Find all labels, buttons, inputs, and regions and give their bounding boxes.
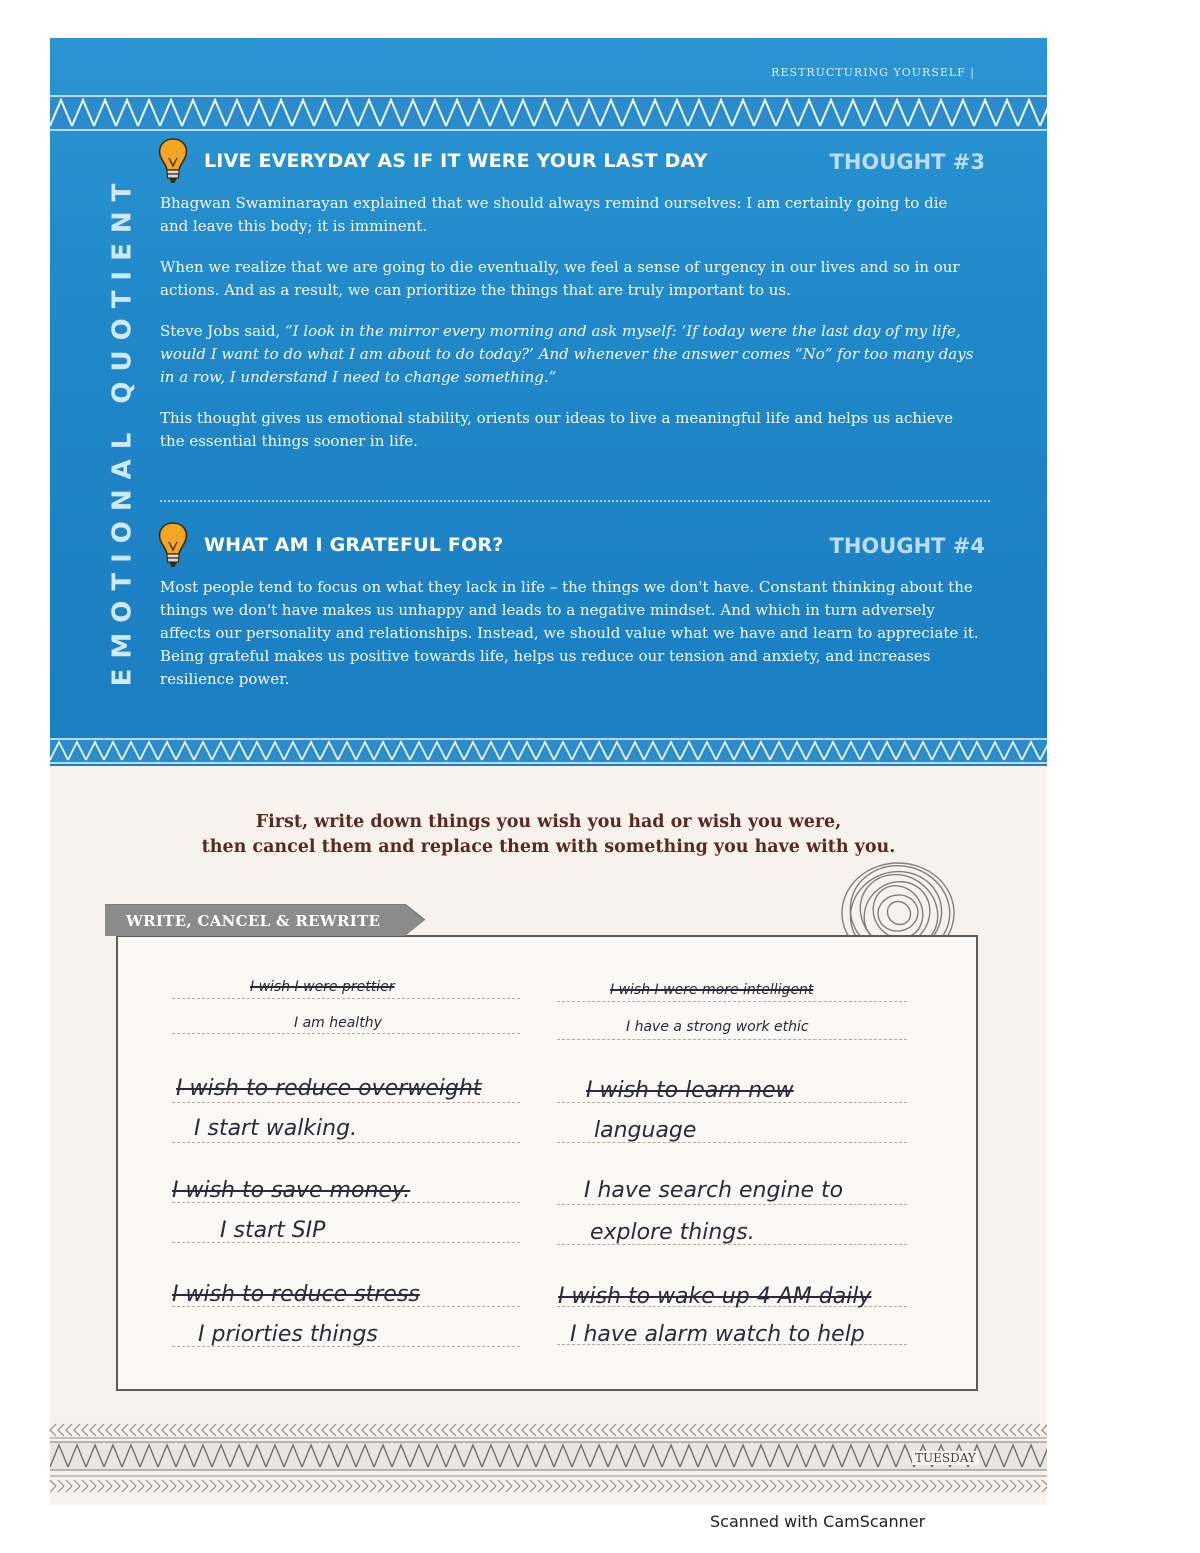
writing-line — [172, 1142, 520, 1143]
entry-rewrite-3: I start walking. — [194, 1116, 358, 1141]
emotional-quotient-panel — [50, 38, 1047, 766]
entry-rewrite-4-cont: explore things. — [590, 1220, 755, 1245]
entry-wish-4: I wish to learn new — [586, 1078, 794, 1103]
lightbulb-icon — [156, 136, 190, 186]
writing-line — [172, 1033, 520, 1034]
thought-4-paragraph-1: Most people tend to focus on what they lack in life – the things we don't have. Constant thinking about the things we don't have makes us unhappy and leads to a negative mindset. And which in turn adversely affects our personality and relationships. Instead, we should value what we have and learn to appreciate it. Being grateful makes us positive towards life, helps us reduce our tension and anxiety, and increases resilience power. — [160, 578, 979, 688]
thought-3-number: THOUGHT #3 — [829, 150, 985, 174]
entry-rewrite-7: I have alarm watch to help — [570, 1322, 865, 1347]
writing-line — [172, 998, 520, 999]
entry-wish-5: I wish to save money. — [172, 1178, 411, 1203]
entry-rewrite-1: I am healthy — [294, 1015, 382, 1031]
quote-lead: Steve Jobs said, — [160, 322, 285, 340]
thought-3-paragraph-3 — [160, 320, 980, 389]
thought-3-paragraph-2: When we realize that we are going to die eventually, we feel a sense of urgency in our lives and so in our actions. And as a result, we can prioritize the things that are truly important to us. — [160, 258, 960, 299]
entry-wish-3: I wish to reduce overweight — [176, 1076, 482, 1101]
entry-rewrite-5: I start SIP — [220, 1218, 326, 1243]
section-divider — [160, 500, 990, 502]
entry-wish-4-cont: language — [594, 1118, 697, 1143]
steve-jobs-quote: “I look in the mirror every morning and ask myself: ‘If today were the last day of my life, would I want to do what I am about to do today?’ And whenever the answer comes “No” for too many days in a row, I understand I need to change something.” — [160, 322, 974, 386]
thought-4-title: WHAT AM I GRATEFUL FOR? — [204, 534, 504, 556]
entry-wish-1: I wish I were prettier — [250, 979, 395, 995]
folio-label: TUESDAY — [912, 1451, 979, 1465]
workbook-page — [50, 38, 1047, 1505]
side-label-text: EMOTIONAL QUOTIENT — [107, 173, 138, 687]
entry-rewrite-4: I have search engine to — [584, 1178, 844, 1203]
thought-4-number: THOUGHT #4 — [829, 534, 985, 558]
lightbulb-icon — [156, 520, 190, 570]
entry-wish-7: I wish to wake up 4 AM daily — [558, 1284, 872, 1309]
running-head: RESTRUCTURING YOURSELF | — [771, 66, 975, 79]
entry-wish-2: I wish I were more intelligent — [610, 982, 814, 998]
tribal-border-top — [50, 90, 1047, 134]
thought-3-section — [160, 136, 985, 471]
banner-label: WRITE, CANCEL & REWRITE — [126, 912, 381, 930]
writing-line — [557, 1204, 907, 1205]
tribal-border-footer — [50, 1416, 1047, 1502]
thought-4-section — [160, 520, 985, 709]
thought-3-title: LIVE EVERYDAY AS IF IT WERE YOUR LAST DAY — [204, 150, 708, 172]
thought-3-paragraph-4: This thought gives us emotional stability, orients our ideas to live a meaningful life and helps us achieve the essential things sooner in life. — [160, 409, 954, 450]
instruction-line-1: First, write down things you wish you had or wish you were, — [255, 812, 842, 832]
writing-line — [557, 1039, 907, 1040]
entry-wish-6: I wish to reduce stress — [172, 1282, 420, 1307]
instruction-line-2: then cancel them and replace them with something you have with you. — [201, 837, 896, 857]
entry-rewrite-6: I priorties things — [198, 1322, 378, 1347]
worksheet-instruction — [50, 810, 1047, 860]
side-label — [102, 150, 142, 710]
entry-rewrite-2: I have a strong work ethic — [626, 1019, 809, 1035]
tribal-border-bottom — [50, 736, 1047, 766]
writing-line — [557, 1001, 907, 1002]
scanner-watermark: Scanned with CamScanner — [710, 1512, 926, 1531]
writing-line — [172, 1102, 520, 1103]
thought-3-paragraph-1: Bhagwan Swaminarayan explained that we should always remind ourselves: I am certainly going to die and leave this body; it is imminent. — [160, 194, 948, 235]
